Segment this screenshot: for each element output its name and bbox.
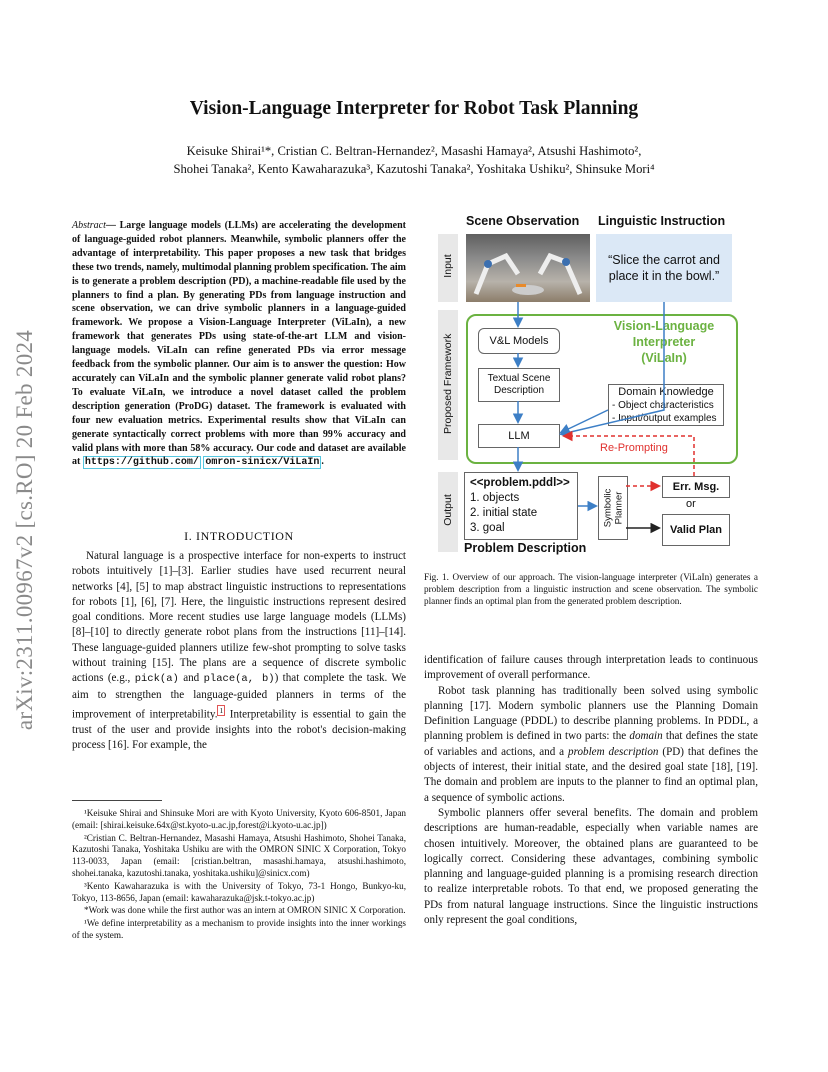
- instruction-text: “Slice the carrot and place it in the bowl.”: [608, 253, 720, 283]
- or-label: or: [686, 498, 696, 510]
- authors-line-1: Keisuke Shirai¹*, Cristian C. Beltran-Hernandez², Masashi Hamaya², Atsushi Hashimoto²,: [186, 144, 642, 158]
- code-pick: pick(a): [134, 673, 179, 686]
- abstract-end: .: [321, 456, 324, 468]
- error-message-box: Err. Msg.: [662, 476, 730, 498]
- dk-item-1: - Object characteristics: [612, 400, 714, 411]
- rp2-pd: problem description: [568, 745, 659, 758]
- vilain-line-2: Interpreter: [632, 335, 696, 349]
- right-paragraph-2: [424, 684, 758, 806]
- side-label-input: Input: [442, 254, 454, 278]
- code-place: place(a, b): [203, 673, 275, 686]
- abstract-text: — Large language models (LLMs) are accelerating the development of language-guided robot planners. Meanwhile, symbolic planners offer the advantage of interpretability. This paper proposes a new task that bridges these two trends, namely, multimodal planning problem specification. The aim is to generate a problem description (PD), a machine-readable file used by the planners to find a plan. By generating PDs from language instruction and scene observation, we can drive symbolic planners in a language-guided framework. We propose a Vision-Language Interpreter (ViLaIn), a new framework that generates PDs using state-of-the-art LLM and vision-language models. ViLaIn can refine generated PDs via error message feedback from the symbolic planner. Our aim is to answer the question: How accurately can ViLaIn and the symbolic planner generate valid robot plans? To evaluate ViLaIn, we introduce a novel dataset called the problem description generation (ProDG) dataset. The framework is evaluated with four new evaluation metrics. Experimental results show that ViLaIn can generate syntactically correct problems with more than 99% accuracy and valid plans with more than 58% accuracy. Our code and dataset are available at: [72, 220, 406, 468]
- authors-line-2: Shohei Tanaka², Kento Kawaharazuka³, Kazutoshi Tanaka², Yoshitaka Ushiku², Shinsuke Mori⁴: [173, 162, 655, 176]
- textual-scene-box: Textual Scene Description: [478, 368, 560, 402]
- figure-1: [424, 210, 758, 560]
- intro-text-b: ) that complete the task. We aim to strengthen the language-guided planners in terms of the improvement of interpretability.: [72, 672, 407, 721]
- rp2-b: that defines the state of variables and actions, and a: [424, 730, 758, 758]
- right-paragraph-1: identification of failure causes through interpretation leads to continuous improvement of overall performance.: [424, 654, 758, 682]
- intro-text-c: Interpretability is essential to gain the trust of the user and provide insights into the robot's decision-making process [16]. For example, the: [72, 708, 406, 752]
- footnote-1: ¹Keisuke Shirai and Shinsuke Mori are with Kyoto University, Kyoto 606-8501, Japan (email: [shirai.keisuke.64x@st.kyoto-u.ac.jp,forest@i.kyoto-u.ac.jp]): [72, 808, 406, 830]
- scene-observation-label: Scene Observation: [466, 214, 580, 228]
- vilain-line-1: Vision-Language: [613, 319, 715, 333]
- problem-file-name: <<problem.pddl>>: [470, 477, 570, 489]
- vilain-line-3: (ViLaIn): [641, 351, 687, 365]
- footnote-rule: [72, 800, 162, 801]
- problem-description-label: Problem Description: [464, 541, 587, 555]
- linguistic-instruction-label: Linguistic Instruction: [598, 214, 726, 228]
- section-heading-introduction: I. INTRODUCTION: [184, 529, 294, 543]
- paper-title: Vision-Language Interpreter for Robot Task Planning: [189, 98, 639, 119]
- domain-knowledge-title: Domain Knowledge: [618, 386, 714, 398]
- side-label-framework: Proposed Framework: [442, 333, 454, 434]
- valid-plan-box: Valid Plan: [662, 514, 730, 546]
- figure-caption: Fig. 1. Overview of our approach. The vision-language interpreter (ViLaIn) generates a problem description from a linguistic instruction and scene observation. The symbolic planner finds an optimal plan from the generated problem description.: [424, 572, 758, 606]
- rp2-a: Robot task planning has traditionally been solved using symbolic planning [17]. Modern symbolic planners use the Planning Domain Definition Language (PDDL) to describe planning problems. In PDDL, a planning problem is defined in two parts: the: [424, 684, 758, 743]
- side-label-output: Output: [442, 494, 454, 526]
- intro-and: and: [178, 672, 204, 685]
- abstract-lead: Abstract: [72, 220, 106, 231]
- dk-item-2: - Input/output examples: [612, 413, 717, 424]
- abstract: [72, 219, 406, 470]
- vl-models-box: V&L Models: [478, 328, 560, 354]
- right-column-text: [424, 653, 758, 928]
- reprompting-label: Re-Prompting: [600, 442, 668, 454]
- pd-item-3: 3. goal: [470, 522, 505, 534]
- intro-text-a: Natural language is a prospective interface for non-experts to instruct robots intuitively [1]–[3]. Earlier studies have used recurrent neural networks [4], [5] to map abstract linguistic instructions to representations for robots [1], [6], [7]. Here, the linguistic instructions represent desired goal conditions. More recent studies use large language models (LLMs) [8]–[10] to directly generate robot plans from the instructions [11]–[14]. These language-guided planners utilize few-shot prompting to solve tasks without training [15]. The plans are a sequence of discrete symbolic actions (e.g.,: [72, 550, 406, 685]
- footnote-2: ²Cristian C. Beltran-Hernandez, Masashi Hamaya, Atsushi Hashimoto, Shohei Tanaka, Kazutoshi Tanaka, Yoshitaka Ushiku are with the OMRON SINIC X Corporation, Tokyo 113-0033, Japan (email: [cristian.beltran, masashi.hamaya, atsushi.hashimoto, shohei.tanaka, kazutoshi.tanaka, yoshitaka.ushiku]@sinicx.com): [72, 832, 406, 878]
- symbolic-planner-label: Symbolic Planner: [602, 488, 625, 528]
- code-link-1[interactable]: https://github.com/: [84, 457, 199, 469]
- footnotes: [72, 808, 406, 943]
- authors: [90, 142, 738, 178]
- arxiv-stamp: arXiv:2311.00967v2 [cs.RO] 20 Feb 2024: [12, 329, 37, 731]
- footnote-3: ³Kento Kawaharazuka is with the University of Tokyo, 73-1 Hongo, Bunkyo-ku, Tokyo, 113-8656, Japan (email: kawaharazuka@jsk.t-tokyo.ac.jp): [72, 880, 406, 903]
- footnote-5: ¹We define interpretability as a mechanism to provide insights into the inner workings of the system.: [72, 918, 406, 940]
- footnote-4: *Work was done while the first author was an intern at OMRON SINIC X Corporation.: [84, 905, 406, 916]
- figure-arrows: [424, 210, 758, 560]
- code-link-2[interactable]: omron-sinicx/ViLaIn: [205, 457, 320, 469]
- llm-box: LLM: [478, 424, 560, 448]
- rp2-c: (PD) that defines the objects of interest, their initial state, and the desired goal state [18], [19]. The domain and problem are inputs to the planner to find an optimal plan, a sequence of symbolic actions.: [424, 745, 758, 804]
- footnote-link[interactable]: 1: [219, 705, 224, 715]
- pd-item-2: 2. initial state: [470, 507, 538, 519]
- pd-item-1: 1. objects: [470, 492, 520, 504]
- rp2-domain: domain: [629, 730, 663, 743]
- right-paragraph-3: Symbolic planners offer several benefits. The domain and problem descriptions are human-readable, especially when variable names are chosen intuitively. Moreover, the obtained plans are guaranteed to be logically correct. Considering these advantages, combining symbolic planning and language-guided planning is a promising research direction to realize interpretable robots. To that end, we proposed generating the PDs from natural language instructions. Since the linguistic instructions only represent the goal conditions,: [424, 806, 758, 927]
- intro-paragraph: [72, 549, 406, 754]
